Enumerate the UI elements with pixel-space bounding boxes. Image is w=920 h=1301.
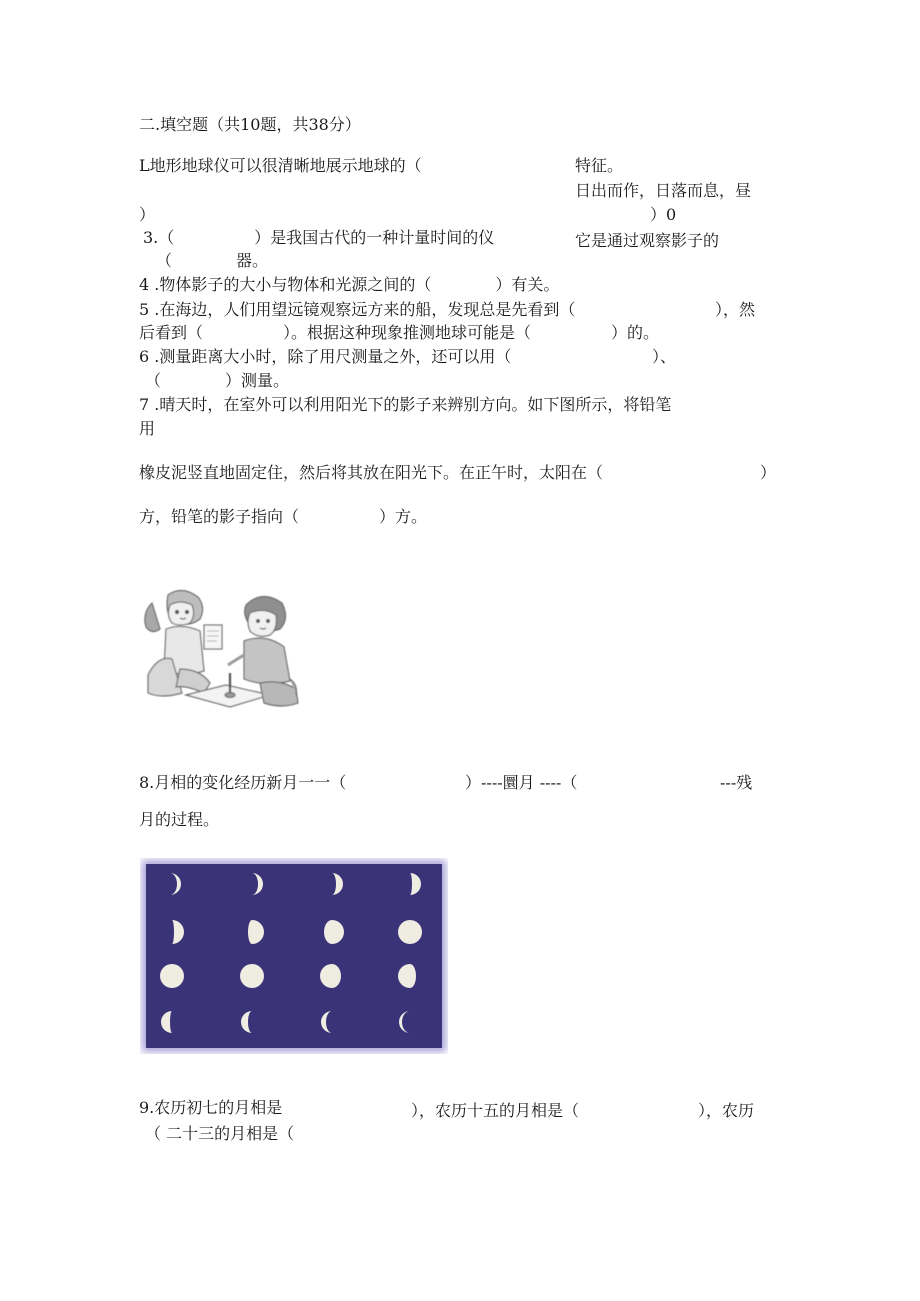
q1-text-right: 特征。 [575,156,624,175]
q6-text-line2: （ ）测量。 [145,371,290,390]
q8-text-right: ---残 [720,773,753,792]
q3-text-cont: （ 器。 [156,251,269,270]
q9-text-mid: ），农历十五的月相是（ [411,1101,580,1120]
q6-text-line1-right: ）、 [652,347,677,366]
q6-text-line1: 6 .测量距离大小时，除了用尺测量之外，还可以用（ [139,347,512,366]
q7-text-line2: 用 [139,419,156,438]
q7-text-line4: 方，铅笔的影子指向（ ）方。 [139,507,428,526]
q7-text-line3-right: ） [760,463,777,482]
q2-text-top: 日出而作，日落而息，昼 [575,181,752,200]
q5-text-line2: 后看到（ ）。根据这种现象推测地球可能是（ ）的。 [139,323,660,342]
q1-text: L地形地球仪可以很清晰地展示地球的（ [139,156,422,175]
q3-text-right: 它是通过观察影子的 [575,231,720,250]
q9-text-line2: （ 二十三的月相是（ [145,1124,295,1143]
children-pencil-illustration [140,585,302,713]
q7-text-line3: 橡皮泥竖直地固定住，然后将其放在阳光下。在正午时，太阳在（ [139,463,604,482]
q9-text-left: 9.农历初七的月相是 [139,1098,283,1117]
q2-text-right: ）0 [650,205,677,224]
q5-text-line1: 5 .在海边，人们用望远镜观察远方来的船，发现总是先看到（ [139,300,576,319]
section-title: 二.填空题（共10题，共38分） [139,115,361,134]
q4-text: 4 .物体影子的大小与物体和光源之间的（ ）有关。 [139,275,560,294]
q7-text-line1: 7 .晴天时，在室外可以利用阳光下的影子来辨别方向。如下图所示，将铅笔 [139,395,672,414]
q9-text-right: ），农历 [698,1101,755,1120]
q2-bracket: ） [139,205,156,224]
q8-text-mid: ）----圜月 ----（ [465,773,578,792]
moon-phases-illustration [140,858,448,1054]
q3-text: 3.（ ）是我国古代的一种计量时间的仪 [143,228,495,247]
q8-text-left: 8.月相的变化经历新月一一（ [139,773,347,792]
q5-text-line1-right: ），然 [715,300,756,319]
q8-text-line2: 月的过程。 [139,810,220,829]
